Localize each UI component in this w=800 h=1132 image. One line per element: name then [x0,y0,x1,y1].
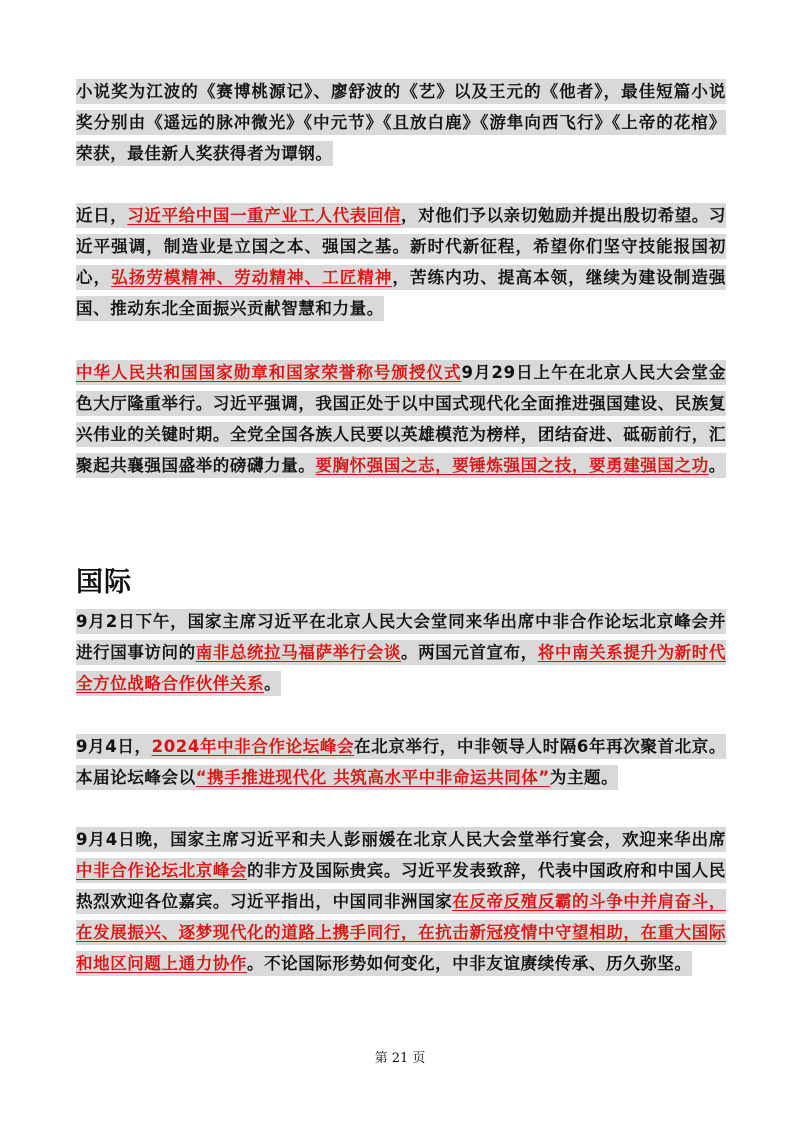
highlighted-phrase: 弘扬劳模精神、劳动精神、工匠精神 [111,265,392,290]
highlighted-phrase: 南非总统拉马福萨举行会谈 [196,640,401,665]
section-heading-international: 国际 [76,567,132,598]
highlighted-phrase: 将中南关系提升为新时代全方位战略合作伙伴关系 [76,640,726,696]
paragraph-reply-letter [76,200,726,324]
text-segment: 9月2日下午，国家主席习近平在北京人民大会堂同来华出席中非合作论坛北京峰会并进行国事访问的 [76,609,726,665]
text-segment: 的非方及国际贵宾。习近平发表致辞，代表中国政府和中国人民热烈欢迎各位嘉宾。习近平指出，中国同非洲国家 [76,858,726,914]
text-segment: 小说奖为江波的《赛博桃源记》、廖舒波的《艺》以及王元的《他者》，最佳短篇小说奖分别由《遥远的脉冲微光》《中元节》《且放白鹿》《游隼向西飞行》《上帝的花棺》荣获，最佳新人奖获得者为谭钢。 [76,79,726,166]
highlighted-phrase: 中华人民共和国国家勋章和国家荣誉称号颁授仪式 [76,360,462,385]
text-segment: 。不论国际形势如何变化，中非友谊赓续传承、历久弥坚。 [247,951,692,976]
text-segment: ，苦练内功、提高本领，继续为建设制造强国、推动东北全面振兴贡献智慧和力量。 [76,265,726,321]
highlighted-phrase: “携手推进现代化 共筑高水平中非命运共同体” [196,765,550,790]
text-segment: ，对他们予以亲切勉励并提出殷切希望。习近平强调，制造业是立国之本、强国之基。新时代新征程，希望你们坚守技能报国初心， [76,203,726,290]
highlighted-phrase: 要胸怀强国之志，要锤炼强国之技，要勇建强国之功 [315,453,708,478]
text-segment: 9月4日晚，国家主席习近平和夫人彭丽媛在北京人民大会堂举行宴会，欢迎来华出席 [76,827,726,852]
paragraph-south-africa-talks [76,606,726,699]
highlighted-phrase: 2024年中非合作论坛峰会 [152,734,355,759]
text-segment: 为主题。 [550,765,618,790]
text-segment: 在北京举行，中非领导人时隔6年再次聚首北京。本届论坛峰会以 [76,734,726,790]
text-segment: 9月29日上午在北京人民大会堂金色大厅隆重举行。习近平强调，我国正处于以中国式现代化全面推进强国建设、民族复兴伟业的关键时期。全党全国各族人民要以英雄模范为榜样，团结奋进、砥砺前行，汇聚起共襄强国盛举的磅礴力量。 [76,360,726,478]
highlighted-phrase: 在反帝反殖反霸的斗争中并肩奋斗，在发展振兴、逐梦现代化的道路上携手同行，在抗击新冠疫情中守望相助，在重大国际和地区问题上通力协作 [76,889,726,976]
page-number: 第 21 页 [374,1051,426,1066]
text-segment: 。 [264,671,281,696]
paragraph-focac-summit [76,731,726,793]
highlighted-phrase: 习近平给中国一重产业工人代表回信 [127,203,401,228]
text-segment: 。两国元首宣布， [401,640,538,665]
text-segment: 9月4日， [76,734,152,759]
text-segment: 。 [709,453,726,478]
paragraph-national-medal [76,357,726,481]
paragraph-state-banquet [76,824,726,979]
highlighted-phrase: 中非合作论坛北京峰会 [76,858,247,883]
paragraph-novel-awards [76,76,726,169]
text-segment: 近日， [76,203,127,228]
